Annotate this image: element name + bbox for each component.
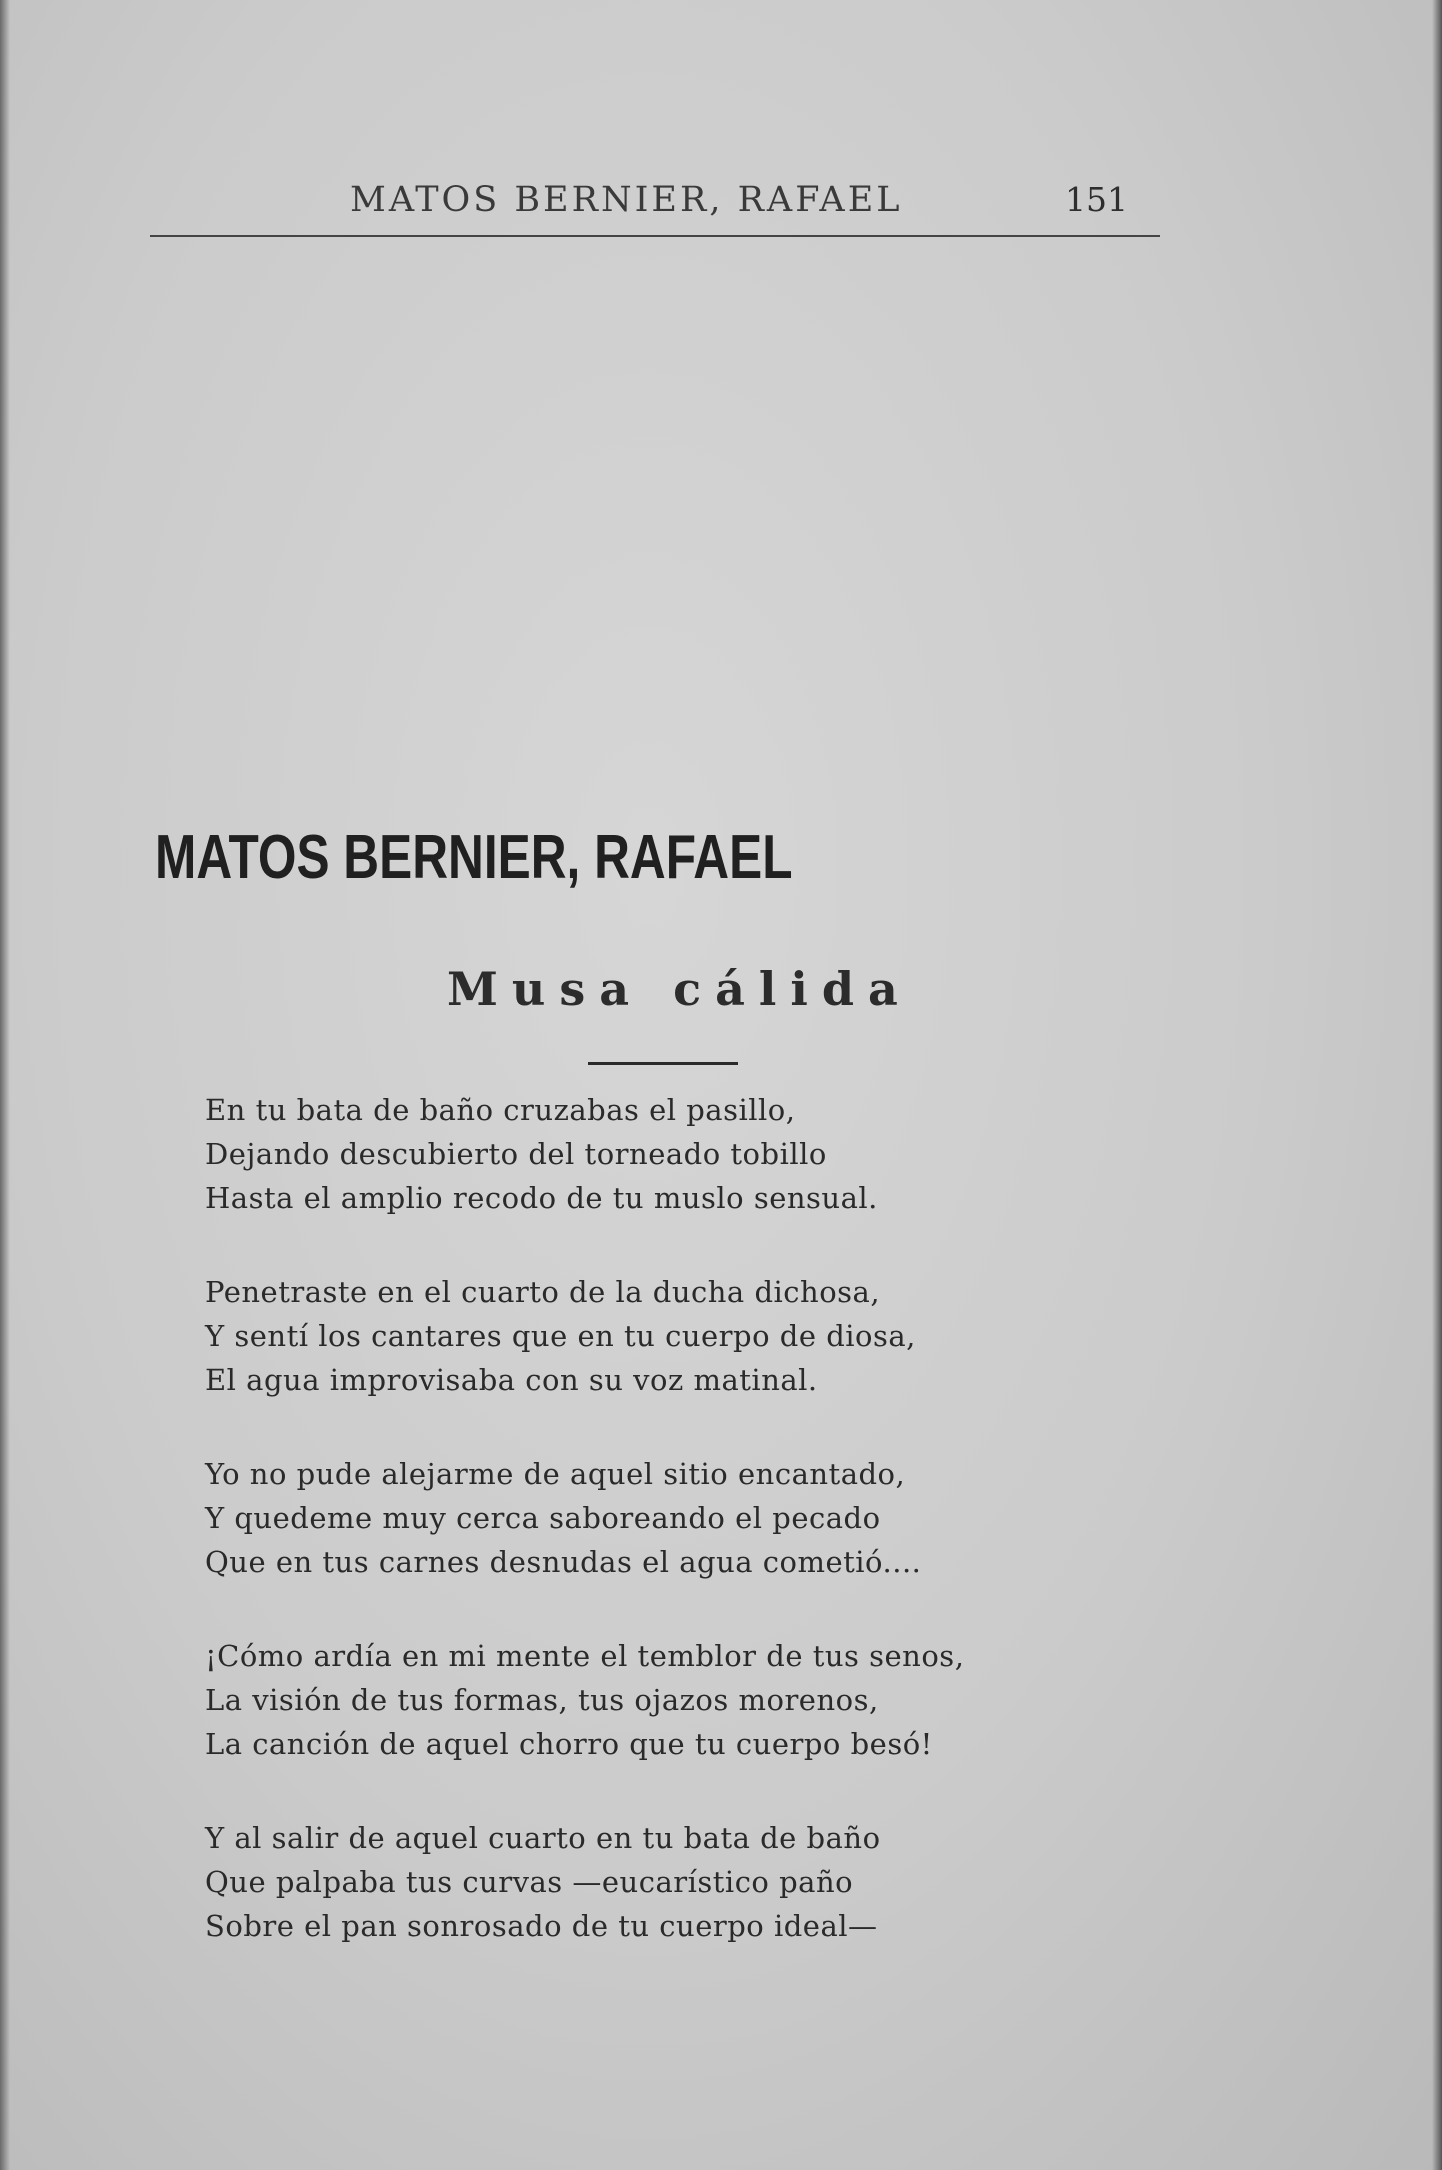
- poem-line: Y quedeme muy cerca saboreando el pecado: [205, 1501, 881, 1535]
- stanza: [205, 1816, 1205, 1948]
- poem-line: Penetraste en el cuarto de la ducha dichosa,: [205, 1275, 881, 1309]
- running-header: [150, 180, 1150, 240]
- poem-line: Hasta el amplio recodo de tu muslo sensual.: [205, 1181, 878, 1215]
- poem-line: Yo no pude alejarme de aquel sitio encantado,: [205, 1457, 906, 1491]
- poem-line: La visión de tus formas, tus ojazos morenos,: [205, 1683, 879, 1717]
- poem-line: Que palpaba tus curvas —eucarístico paño: [205, 1865, 854, 1899]
- poem-line: En tu bata de baño cruzabas el pasillo,: [205, 1093, 796, 1127]
- poem-line: El agua improvisaba con su voz matinal.: [205, 1363, 818, 1397]
- page-left-edge: [0, 0, 10, 2170]
- page-right-edge: [1432, 0, 1442, 2170]
- running-header-title: MATOS BERNIER, RAFAEL: [350, 180, 903, 220]
- poem-line: La canción de aquel chorro que tu cuerpo besó!: [205, 1727, 933, 1761]
- poem-line: Y sentí los cantares que en tu cuerpo de diosa,: [205, 1319, 916, 1353]
- poem-title: Musa cálida: [447, 962, 912, 1016]
- title-rule: [588, 1062, 738, 1065]
- poem-line: Y al salir de aquel cuarto en tu bata de baño: [205, 1821, 881, 1855]
- poem-line: Que en tus carnes desnudas el agua cometió....: [205, 1545, 922, 1579]
- poem-body: [205, 1088, 1205, 1998]
- stanza: [205, 1270, 1205, 1402]
- stanza: [205, 1088, 1205, 1220]
- stanza: [205, 1634, 1205, 1766]
- author-heading: MATOS BERNIER, RAFAEL: [155, 823, 793, 892]
- poem-line: ¡Cómo ardía en mi mente el temblor de tus senos,: [205, 1639, 965, 1673]
- header-rule: [150, 235, 1160, 237]
- stanza: [205, 1452, 1205, 1584]
- page-number: 151: [1065, 180, 1128, 219]
- poem-line: Dejando descubierto del torneado tobillo: [205, 1137, 827, 1171]
- poem-line: Sobre el pan sonrosado de tu cuerpo ideal—: [205, 1909, 878, 1943]
